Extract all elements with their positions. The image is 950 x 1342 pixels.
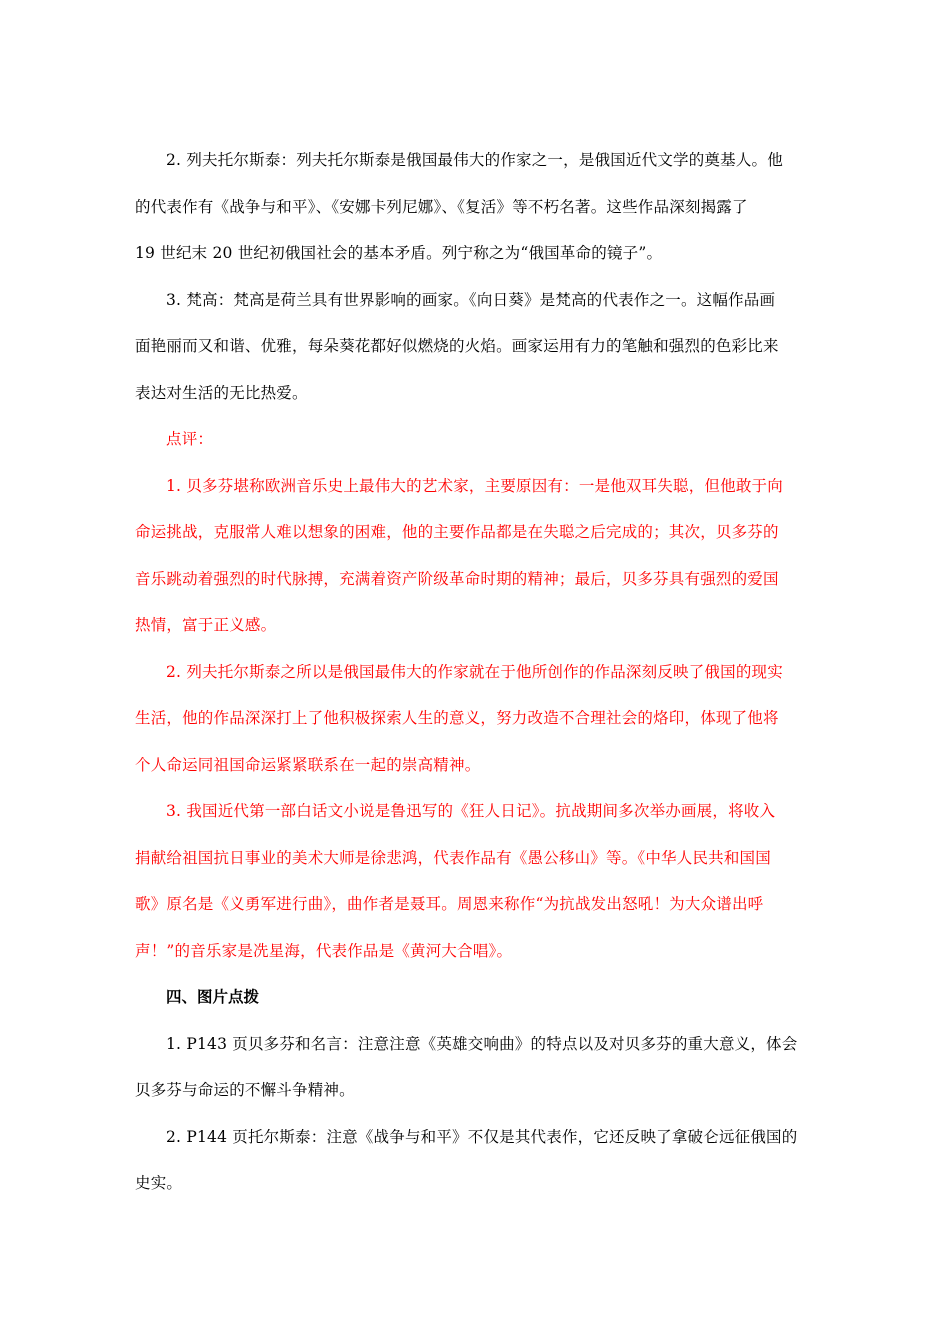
paragraph-tolstoy — [135, 137, 815, 277]
comment-item-1 — [135, 463, 815, 649]
text-line: 史实。 — [135, 1174, 183, 1192]
text-line: 贝多芬与命运的不懈斗争精神。 — [135, 1081, 355, 1099]
comment-item-3 — [135, 788, 815, 974]
text-line: 歌》原名是《义勇军进行曲》，曲作者是聂耳。周恩来称作“为抗战发出怒吼！为大众谱出呼 — [135, 895, 764, 913]
text-line: 音乐跳动着强烈的时代脉搏，充满着资产阶级革命时期的精神；最后，贝多芬具有强烈的爱国 — [135, 569, 779, 588]
text-line: 表达对生活的无比热爱。 — [135, 383, 308, 402]
text-line: 19 世纪末 20 世纪初俄国社会的基本矛盾。列宁称之为“俄国革命的镜子”。 — [135, 244, 663, 262]
comment-item-2 — [135, 649, 815, 789]
section-heading: 四、图片点拨 — [166, 987, 260, 1006]
comment-label: 点评： — [166, 430, 214, 448]
text-line: 个人命运同祖国命运紧紧联系在一起的崇高精神。 — [135, 755, 481, 774]
text-line: 捐献给祖国抗日事业的美术大师是徐悲鸿，代表作品有《愚公移山》等。《中华人民共和国国 — [135, 848, 771, 867]
text-line: 3. 梵高：梵高是荷兰具有世界影响的画家。《向日葵》是梵高的代表作之一。这幅作品画 — [166, 290, 776, 309]
text-line: 命运挑战，克服常人难以想象的困难，他的主要作品都是在失聪之后完成的；其次，贝多芬的 — [135, 523, 779, 541]
text-line: 1. P143 页贝多芬和名言：注意注意《英雄交响曲》的特点以及对贝多芬的重大意义，体会 — [166, 1034, 798, 1053]
text-line: 2. 列夫托尔斯泰：列夫托尔斯泰是俄国最伟大的作家之一，是俄国近代文学的奠基人。他 — [166, 151, 783, 169]
text-line: 2. P144 页托尔斯泰：注意《战争与和平》不仅是其代表作，它还反映了拿破仑远征俄国的 — [166, 1127, 798, 1146]
tip-item-2 — [135, 1114, 815, 1207]
text-line: 2. 列夫托尔斯泰之所以是俄国最伟大的作家就在于他所创作的作品深刻反映了俄国的现实 — [166, 662, 783, 681]
text-line: 生活，他的作品深深打上了他积极探索人生的意义，努力改造不合理社会的烙印，体现了他将 — [135, 709, 779, 727]
text-line: 1. 贝多芬堪称欧洲音乐史上最伟大的艺术家，主要原因有：一是他双耳失聪，但他敢于向 — [166, 476, 783, 495]
text-line: 面艳丽而又和谐、优雅，每朵葵花都好似燃烧的火焰。画家运用有力的笔触和强烈的色彩比来 — [135, 337, 779, 355]
document-body — [135, 137, 815, 1207]
text-line: 的代表作有《战争与和平》、《安娜卡列尼娜》、《复活》等不朽名著。这些作品深刻揭露了 — [135, 197, 748, 216]
paragraph-vangogh — [135, 277, 815, 417]
text-line: 热情，富于正义感。 — [135, 616, 277, 634]
text-line: 3. 我国近代第一部白话文小说是鲁迅写的《狂人日记》。抗战期间多次举办画展，将收入 — [166, 802, 776, 820]
tip-item-1 — [135, 1021, 815, 1114]
text-line: 声！”的音乐家是冼星海，代表作品是《黄河大合唱》。 — [135, 941, 513, 960]
